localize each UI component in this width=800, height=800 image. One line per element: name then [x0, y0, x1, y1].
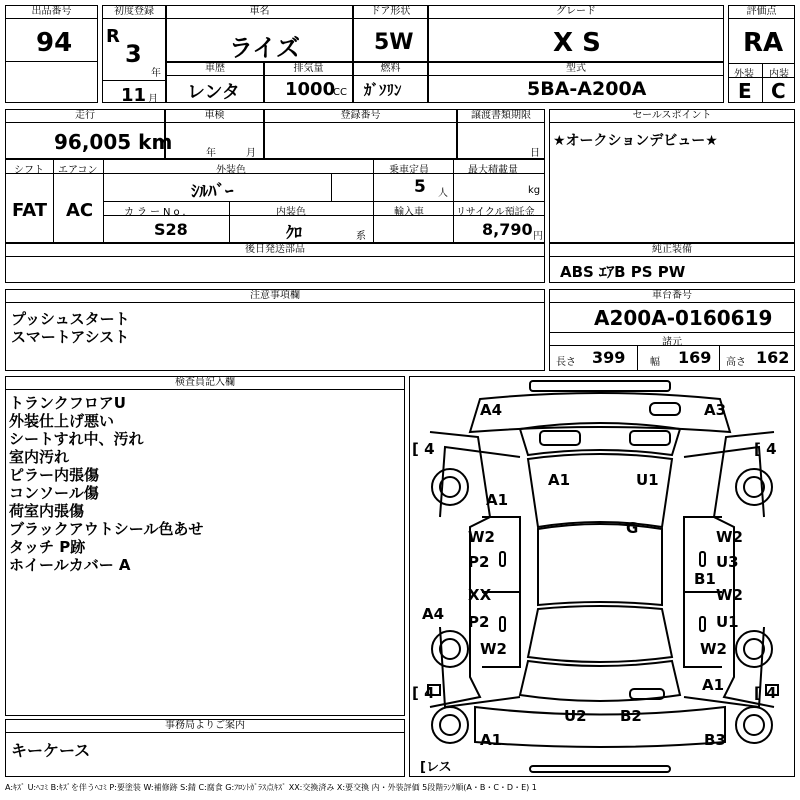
damage-mark: W2	[716, 528, 743, 546]
tire-rear-right: [ 4	[754, 684, 777, 702]
score-label: 評価点	[729, 6, 794, 19]
damage-mark: P2	[468, 553, 490, 571]
model: 5BA-A200A	[527, 78, 647, 100]
door-type: 5W	[374, 30, 414, 55]
displacement-label: 排気量	[265, 63, 352, 76]
inspector-line: 荷室内張傷	[9, 502, 85, 520]
equipment: ABS ｴｱB PS PW	[560, 263, 686, 281]
displacement-box	[264, 62, 353, 103]
car-name-box	[166, 5, 353, 62]
inspector-line: ピラー内張傷	[9, 466, 100, 484]
reg-no-box	[264, 109, 457, 159]
caution-box	[5, 289, 545, 371]
damage-mark: A1	[702, 676, 725, 694]
color-label: 外装色	[216, 165, 246, 176]
tire-front-left: [ 4	[412, 440, 435, 458]
height-label: 高さ	[726, 357, 746, 368]
model-label: 型式	[429, 63, 723, 76]
int-grade: C	[771, 79, 786, 103]
reg-year: 3	[125, 40, 142, 68]
first-reg-box	[102, 5, 166, 106]
mileage: 96,005 km	[54, 130, 173, 154]
kg-unit: kg	[528, 185, 541, 196]
inspector-line: トランクフロアU	[9, 394, 126, 412]
history-label: 車歴	[167, 63, 263, 76]
dims-label: 諸元	[662, 337, 682, 348]
shift: FAT	[12, 200, 48, 221]
inspection-box	[165, 109, 264, 159]
length: 399	[592, 348, 626, 367]
damage-mark: W2	[480, 640, 507, 658]
damage-mark: U2	[564, 707, 587, 725]
spare-less: [レス	[420, 760, 452, 775]
damage-mark: W2	[468, 528, 495, 546]
cc-unit: CC	[333, 87, 347, 98]
max-load-label: 最大積載量	[468, 165, 518, 176]
mileage-box	[5, 109, 173, 159]
sales-point: ★オークションデビュー★	[553, 133, 718, 149]
equipment-label: 純正装備	[550, 244, 794, 257]
recycle: 8,790	[482, 220, 533, 239]
reg-month: 11	[121, 85, 147, 106]
insp-year-unit: 年	[206, 148, 216, 159]
color-no: S28	[154, 220, 188, 239]
width-label: 幅	[650, 357, 660, 368]
history-box	[166, 62, 264, 103]
insp-month-unit: 月	[246, 148, 256, 159]
era: R	[106, 26, 120, 47]
legend: A:ｷｽﾞ U:ﾍｺﾐ B:ｷｽﾞを伴うﾍｺﾐ P:要塗装 W:補修跡 S:錆 C:腐食 G:ﾌﾛﾝﾄｶﾞﾗｽ点ｷｽﾞ XX:交換済み X:要交換 内・外装評価 5段階ﾗﾝｸ順(A・B・C・D・E) 1	[5, 783, 537, 792]
transfer-box	[457, 109, 545, 159]
damage-mark: XX	[468, 586, 492, 604]
damage-mark: U1	[636, 471, 659, 489]
damage-mark: W2	[700, 640, 727, 658]
door-label: ドア形状	[354, 6, 427, 19]
inspector-line: ブラックアウトシール色あせ	[9, 520, 204, 538]
office-box	[5, 719, 405, 777]
damage-mark: A1	[548, 471, 571, 489]
damage-mark: P2	[468, 613, 490, 631]
length-label: 長さ	[556, 357, 576, 368]
ac-label: エアコン	[58, 165, 98, 176]
inspector-line: 外装仕上げ悪い	[9, 412, 115, 430]
damage-diagram	[409, 376, 795, 777]
transfer-day-unit: 日	[530, 148, 540, 159]
shift-label: シフト	[14, 165, 44, 176]
import-label: 輸入車	[394, 207, 424, 218]
chassis-number: A200A-0160619	[594, 306, 773, 330]
int-color: ｸﾛ	[286, 223, 303, 242]
damage-mark: B1	[694, 570, 716, 588]
damage-mark: A1	[480, 731, 503, 749]
car-name-label: 車名	[167, 6, 352, 19]
damage-mark: A1	[486, 491, 509, 509]
damage-mark: U1	[716, 613, 739, 631]
month-unit: 月	[148, 94, 158, 105]
caution-line: スマートアシスト	[11, 328, 130, 346]
caution-line: プッシュスタート	[11, 310, 130, 328]
person-unit: 人	[438, 188, 448, 199]
ac: AC	[66, 200, 94, 221]
model-box	[428, 62, 724, 103]
sales-point-label: セールスポイント	[550, 110, 794, 123]
displacement: 1000	[285, 79, 336, 100]
chassis-label: 車台番号	[550, 290, 794, 303]
height: 162	[756, 348, 790, 367]
grade: X S	[553, 28, 601, 58]
ext-grade: E	[738, 79, 752, 103]
equipment-box	[549, 243, 795, 283]
damage-mark: B3	[704, 731, 726, 749]
int-color-label: 内装色	[276, 207, 306, 218]
damage-mark: A4	[480, 401, 503, 419]
car-outline	[410, 377, 794, 776]
width: 169	[678, 348, 712, 367]
lot-box	[5, 5, 98, 103]
damage-mark: A4	[422, 605, 445, 623]
tire-front-right: [ 4	[754, 440, 777, 458]
score-box	[728, 5, 795, 103]
year-unit: 年	[151, 68, 161, 79]
inspector-line: シートすれ中、汚れ	[9, 430, 144, 448]
transfer-label: 譲渡書類期限	[458, 110, 544, 123]
car-name: ライズ	[229, 34, 301, 62]
fuel-box	[353, 62, 428, 103]
inspector-line: コンソール傷	[9, 484, 99, 502]
score: RA	[743, 28, 784, 58]
mileage-label: 走行	[6, 110, 164, 123]
damage-mark: G	[626, 519, 639, 537]
capacity-label: 乗車定員	[389, 165, 429, 176]
first-reg-label: 初度登録	[103, 6, 165, 19]
ext-label: 外装	[734, 69, 754, 80]
chassis-box	[549, 289, 795, 371]
damage-mark: U3	[716, 553, 739, 571]
history: レンタ	[187, 82, 240, 103]
office-note: キーケース	[11, 741, 91, 760]
shipping-label: 後日発送部品	[6, 244, 544, 257]
recycle-label: リサイクル預託金	[456, 207, 535, 218]
grade-label: グレード	[429, 6, 723, 19]
office-label: 事務局よりご案内	[6, 720, 404, 733]
int-label: 内装	[769, 69, 789, 80]
inspector-line: ホイールカバー A	[9, 556, 131, 574]
lot-number: 94	[36, 28, 73, 58]
shipping-box	[5, 243, 545, 283]
lot-label: 出品番号	[6, 6, 97, 19]
color-no-label: カラーNo.	[124, 207, 189, 218]
tire-rear-left: [ 4	[412, 684, 435, 702]
fuel-label: 燃料	[354, 63, 427, 76]
grade-box	[428, 5, 724, 62]
inspection-label: 車検	[166, 110, 263, 123]
sales-point-box	[549, 109, 795, 243]
capacity: 5	[414, 177, 426, 197]
damage-mark: W2	[716, 586, 743, 604]
color: ｼﾙﾊﾞｰ	[191, 182, 234, 202]
inspector-box	[5, 376, 405, 716]
yen-unit: 円	[533, 231, 543, 242]
inspector-label: 検査員記入欄	[6, 377, 404, 390]
fuel: ｶﾞｿﾘﾝ	[364, 81, 402, 99]
series-unit: 系	[356, 231, 366, 242]
damage-mark: A3	[704, 401, 727, 419]
inspector-line: 室内汚れ	[9, 448, 70, 466]
door-box	[353, 5, 428, 62]
inspector-line: タッチ P跡	[9, 538, 86, 556]
caution-label: 注意事項欄	[6, 290, 544, 303]
damage-mark: B2	[620, 707, 642, 725]
spec-grid	[5, 159, 545, 243]
reg-no-label: 登録番号	[265, 110, 456, 123]
